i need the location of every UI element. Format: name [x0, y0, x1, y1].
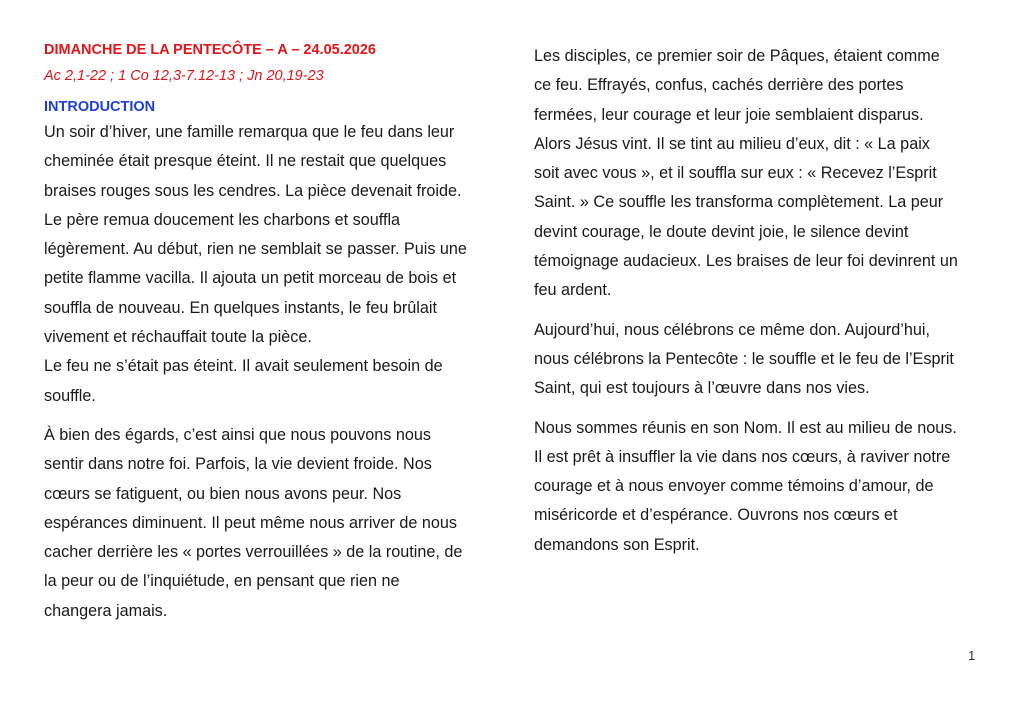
- paragraph: [534, 414, 984, 560]
- right-column: [534, 42, 984, 570]
- text-line: la peur ou de l’inquiétude, en pensant que rien ne: [44, 572, 400, 591]
- text-line: témoignage audacieux. Les braises de leur foi devinrent un: [534, 252, 958, 271]
- text-line: soit avec vous », et il souffla sur eux : « Recevez l’Esprit: [534, 164, 937, 183]
- text-line: feu ardent.: [534, 281, 612, 300]
- text-line: espérances diminuent. Il peut même nous arriver de nous: [44, 513, 458, 532]
- text-line: souffle.: [44, 386, 96, 405]
- text-line: demandons son Esprit.: [534, 535, 700, 554]
- text-line: ce feu. Effrayés, confus, cachés derrière des portes: [534, 76, 904, 95]
- text-line: petite flamme vacilla. Il ajouta un petit morceau de bois et: [44, 269, 457, 288]
- text-line: devint courage, le doute devint joie, le silence devint: [534, 222, 909, 241]
- text-line: cacher derrière les « portes verrouillées » de la routine, de: [44, 543, 463, 562]
- left-column: [44, 40, 496, 636]
- page-number: 1: [968, 648, 976, 663]
- text-line: sentir dans notre foi. Parfois, la vie devient froide. Nos: [44, 455, 432, 474]
- text-line: Alors Jésus vint. Il se tint au milieu d’eux, dit : « La paix: [534, 134, 930, 153]
- right-paragraphs: [534, 42, 984, 560]
- text-line: À bien des égards, c’est ainsi que nous pouvons nous: [44, 425, 431, 444]
- paragraph: [44, 118, 496, 411]
- left-paragraphs: [44, 118, 496, 626]
- text-line: cheminée était presque éteint. Il ne restait que quelques: [44, 152, 447, 171]
- text-line: courage et à nous envoyer comme témoins d’amour, de: [534, 477, 934, 496]
- text-line: Le feu ne s’était pas éteint. Il avait seulement besoin de: [44, 357, 443, 376]
- text-line: fermées, leur courage et leur joie semblaient disparus.: [534, 105, 924, 124]
- section-heading: INTRODUCTION: [44, 99, 156, 115]
- text-line: Saint, qui est toujours à l’œuvre dans nos vies.: [534, 379, 870, 398]
- document-title: DIMANCHE DE LA PENTECÔTE – A – 24.05.2026: [44, 42, 376, 58]
- text-line: nous célébrons la Pentecôte : le souffle et le feu de l’Esprit: [534, 349, 954, 368]
- text-line: changera jamais.: [44, 601, 168, 620]
- text-line: Saint. » Ce souffle les transforma complètement. La peur: [534, 193, 944, 212]
- text-line: légèrement. Au début, rien ne semblait se passer. Puis une: [44, 240, 467, 259]
- paragraph: [44, 421, 496, 626]
- scripture-references: Ac 2,1-22 ; 1 Co 12,3-7.12-13 ; Jn 20,19-23: [44, 68, 324, 84]
- paragraph: [534, 42, 984, 306]
- text-line: souffla de nouveau. En quelques instants, le feu brûlait: [44, 298, 437, 317]
- text-line: Un soir d’hiver, une famille remarqua que le feu dans leur: [44, 123, 455, 141]
- text-line: Il est prêt à insuffler la vie dans nos cœurs, à raviver notre: [534, 447, 951, 466]
- text-line: vivement et réchauffait toute la pièce.: [44, 328, 312, 347]
- text-line: braises rouges sous les cendres. La pièce devenait froide.: [44, 181, 462, 200]
- paragraph: [534, 316, 984, 404]
- text-line: Nous sommes réunis en son Nom. Il est au milieu de nous.: [534, 418, 957, 437]
- text-line: Les disciples, ce premier soir de Pâques, étaient comme: [534, 47, 940, 65]
- text-line: Aujourd’hui, nous célébrons ce même don. Aujourd’hui,: [534, 320, 930, 339]
- text-line: cœurs se fatiguent, ou bien nous avons peur. Nos: [44, 484, 402, 503]
- text-line: miséricorde et d’espérance. Ouvrons nos cœurs et: [534, 506, 898, 525]
- text-line: Le père remua doucement les charbons et souffla: [44, 210, 401, 229]
